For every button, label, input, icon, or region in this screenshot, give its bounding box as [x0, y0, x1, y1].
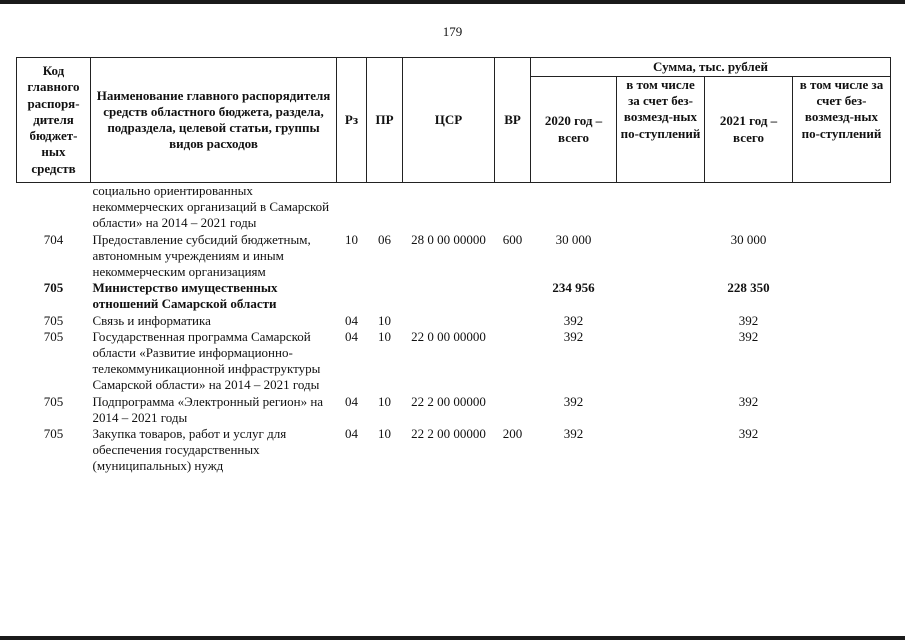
row-code: 704 [43, 231, 64, 247]
row-2020-gratuitous [617, 313, 705, 329]
row-pr [367, 280, 403, 312]
row-csr [403, 183, 495, 232]
header-code: Код главного распоря-дителя бюджет-ных средств [17, 58, 91, 183]
table-body [17, 183, 891, 475]
row-rz [337, 280, 367, 312]
row-vr: 600 [502, 231, 523, 247]
row-rz: 04 [345, 328, 358, 344]
header-csr: ЦСР [403, 58, 495, 183]
row-csr: 28 0 00 00000 [411, 231, 486, 247]
row-pr: 10 [378, 426, 391, 442]
row-2021-gratuitous [793, 394, 891, 426]
row-2021-total: 392 [738, 393, 759, 409]
table-row [17, 394, 891, 426]
row-vr [495, 394, 531, 426]
row-2020-total: 30 000 [555, 231, 592, 247]
row-2020-total: 234 956 [552, 280, 595, 296]
row-code: 705 [43, 426, 64, 442]
row-rz: 04 [345, 426, 358, 442]
row-code: 705 [43, 328, 64, 344]
header-sum-group: Сумма, тыс. рублей [531, 58, 891, 77]
header-2021-total: 2021 год – всего [705, 77, 793, 183]
row-csr: 22 0 00 00000 [411, 328, 486, 344]
row-name: Министерство имущественных отношений Самарской области [92, 280, 278, 312]
row-2021-total: 228 350 [727, 280, 770, 296]
row-pr: 10 [378, 393, 391, 409]
row-name: Подпрограмма «Электронный регион» на 2014 – 2021 годы [92, 393, 324, 425]
header-2021-gratuitous: в том числе за счет без-возмезд-ных по-ступлений [793, 77, 891, 183]
row-pr [367, 183, 403, 232]
table-row [17, 329, 891, 394]
table-row [17, 313, 891, 329]
row-2020-total [531, 183, 617, 232]
row-vr [495, 280, 531, 312]
table-row [17, 280, 891, 312]
row-csr: 22 2 00 00000 [411, 393, 486, 409]
row-2020-gratuitous [617, 394, 705, 426]
budget-table [16, 57, 891, 475]
row-name: Связь и информатика [92, 312, 211, 328]
header-2020-total: 2020 год – всего [531, 77, 617, 183]
row-2020-total: 392 [563, 393, 584, 409]
row-name: Государственная программа Самарской области «Развитие информационно-телекоммуникационной инфраструктуры Самарской области» на 2014 – 2021 годы [92, 328, 321, 393]
row-2020-gratuitous [617, 280, 705, 312]
row-2020-gratuitous [617, 426, 705, 475]
bottom-border-bar [0, 636, 905, 640]
header-name: Наименование главного распорядителя средств областного бюджета, раздела, подраздела, целевой статьи, группы видов расходов [91, 58, 337, 183]
row-vr: 200 [502, 426, 523, 442]
row-code [17, 183, 91, 232]
row-csr [403, 280, 495, 312]
row-2021-total: 30 000 [730, 231, 767, 247]
row-2020-gratuitous [617, 232, 705, 281]
row-2021-gratuitous [793, 426, 891, 475]
row-2021-gratuitous [793, 232, 891, 281]
row-csr: 22 2 00 00000 [411, 426, 486, 442]
row-vr [495, 183, 531, 232]
row-2021-gratuitous [793, 280, 891, 312]
table-row [17, 232, 891, 281]
row-vr [495, 329, 531, 394]
row-2021-gratuitous [793, 329, 891, 394]
table-row [17, 183, 891, 232]
row-2020-total: 392 [563, 312, 584, 328]
row-rz: 04 [345, 312, 358, 328]
top-border-bar [0, 0, 905, 4]
row-2021-total: 392 [738, 328, 759, 344]
header-vr: ВР [495, 58, 531, 183]
header-rz: Рз [337, 58, 367, 183]
row-vr [495, 313, 531, 329]
row-2020-gratuitous [617, 329, 705, 394]
row-2020-total: 392 [563, 426, 584, 442]
row-2020-total: 392 [563, 328, 584, 344]
row-code: 705 [43, 312, 64, 328]
page-number: 179 [442, 24, 463, 39]
row-name: Закупка товаров, работ и услуг для обеспечения государственных (муниципальных) нужд [92, 426, 287, 474]
row-pr: 06 [378, 231, 391, 247]
row-rz: 10 [345, 231, 358, 247]
row-pr: 10 [378, 328, 391, 344]
row-rz [337, 183, 367, 232]
row-2021-total: 392 [738, 312, 759, 328]
row-2021-gratuitous [793, 313, 891, 329]
row-pr: 10 [378, 312, 391, 328]
row-csr [403, 313, 495, 329]
row-2021-total [705, 183, 793, 232]
row-code: 705 [43, 393, 64, 409]
row-code: 705 [43, 280, 64, 296]
row-name: социально ориентированных некоммерческих организаций в Самарской области» на 2014 – 2021 годы [92, 183, 330, 231]
header-2020-gratuitous: в том числе за счет без-возмезд-ных по-ступлений [617, 77, 705, 183]
row-2021-total: 392 [738, 426, 759, 442]
row-2021-gratuitous [793, 183, 891, 232]
table-row [17, 426, 891, 475]
row-2020-gratuitous [617, 183, 705, 232]
header-pr: ПР [367, 58, 403, 183]
row-name: Предоставление субсидий бюджетным, автономным учреждениям и иным некоммерческим организациям [92, 231, 311, 280]
row-rz: 04 [345, 393, 358, 409]
